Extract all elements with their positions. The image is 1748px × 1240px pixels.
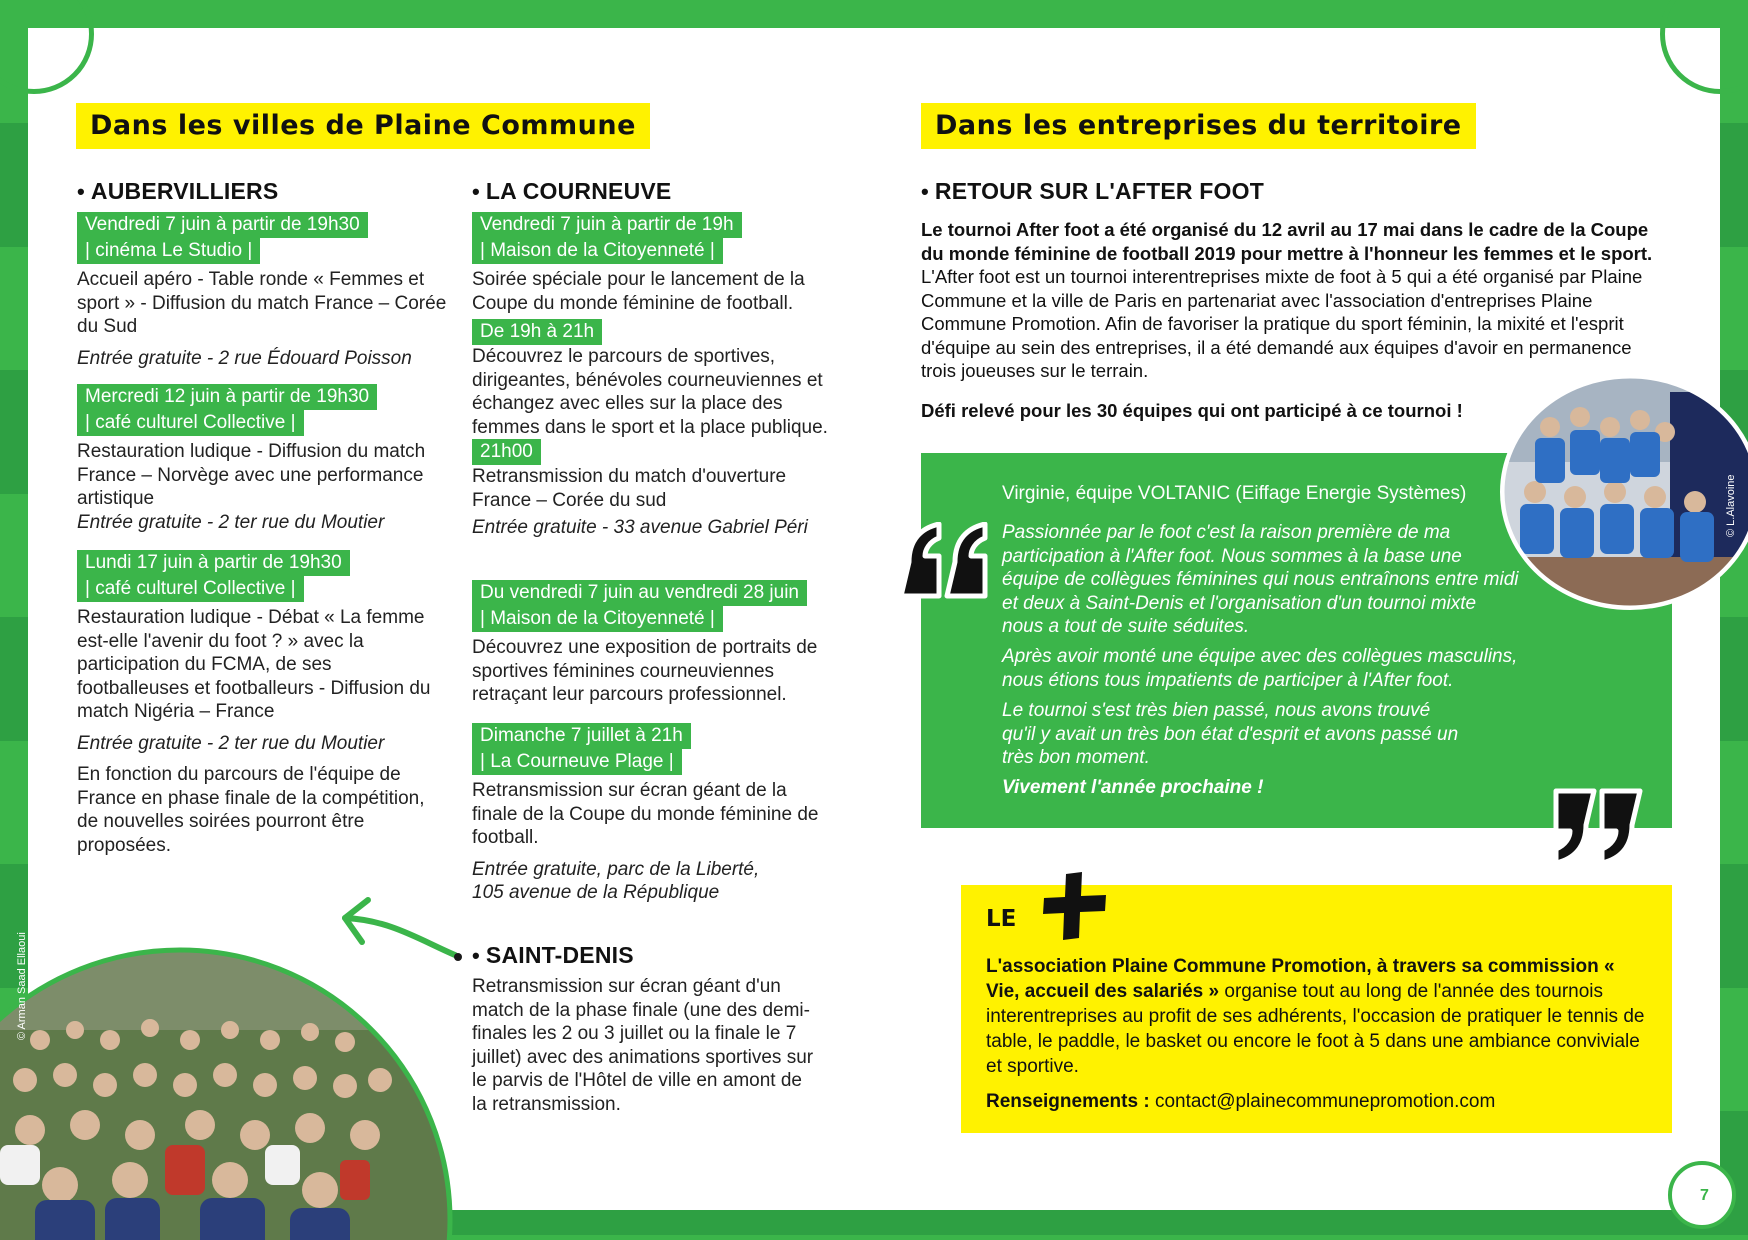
event-description: Accueil apéro - Table ronde « Femmes et sport » - Diffusion du match France – Corée du Sud <box>77 269 447 337</box>
le-plus-text-bold: L'association Plaine Commune Promotion, à travers sa commission « Vie, accueil des salariés » <box>986 956 1615 1002</box>
event-date: Vendredi 7 juin à partir de 19h <box>472 212 742 238</box>
event-lacourneuve-2 <box>472 580 842 707</box>
event-lacourneuve-1 <box>472 212 842 540</box>
quote-author: Virginie, équipe VOLTANIC (Eiffage Energie Systèmes) <box>1002 483 1467 504</box>
crowd-photo-credit: © Arman Saad Ellaoui <box>16 932 28 1040</box>
event-place: | Maison de la Citoyenneté | <box>472 238 723 264</box>
event-description: Retransmission sur écran géant de la finale de la Coupe du monde féminine de football. <box>472 780 819 848</box>
open-quote-icon <box>893 522 993 602</box>
event-aubervilliers-3 <box>77 550 447 857</box>
event-entry: Entrée gratuite - 2 ter rue du Moutier <box>77 511 385 533</box>
defi-text: Défi relevé pour les 30 équipes qui ont participé à ce tournoi ! <box>921 400 1463 421</box>
after-foot-intro <box>921 218 1661 383</box>
page-number-badge <box>1668 1161 1736 1229</box>
event-date: Lundi 17 juin à partir de 19h30 <box>77 550 350 576</box>
close-quote-icon <box>1548 785 1648 865</box>
event-time: 21h00 <box>472 439 541 465</box>
intro-bold: Le tournoi After foot a été organisé du 12 avril au 17 mai dans le cadre de la Coupe du monde féminine de football 2019 pour mettre à l'honneur les femmes et le sport. <box>921 219 1653 264</box>
team-photo <box>1495 372 1748 612</box>
quote-paragraph-4: Vivement l'année prochaine ! <box>1002 777 1264 798</box>
event-description-3: Retransmission du match d'ouverture France – Corée du sud <box>472 466 787 511</box>
event-place: | café culturel Collective | <box>77 576 304 602</box>
contact-email[interactable]: contact@plainecommunepromotion.com <box>1154 1091 1496 1112</box>
team-photo-illustration <box>1495 372 1748 612</box>
contact-label: Renseignements : <box>986 1091 1150 1112</box>
event-description: Restauration ludique - Diffusion du match France – Norvège avec une performance artistique <box>77 441 426 509</box>
city-saint-denis: • SAINT-DENIS <box>472 942 634 968</box>
section-after-foot: • RETOUR SUR L'AFTER FOOT <box>921 178 1264 204</box>
event-entry: Entrée gratuite - 2 ter rue du Moutier <box>77 732 385 754</box>
event-entry: Entrée gratuite, parc de la Liberté, 105 avenue de la République <box>472 858 760 903</box>
le-plus-text <box>986 954 1646 1079</box>
event-time: De 19h à 21h <box>472 319 602 345</box>
quote-paragraph-3: Le tournoi s'est très bien passé, nous avons trouvé qu'il y avait un très bon état d'esprit et avons passé un très bon moment. <box>1002 700 1459 768</box>
event-entry: Entrée gratuite - 33 avenue Gabriel Péri <box>472 517 808 538</box>
event-entry: Entrée gratuite - 2 rue Édouard Poisson <box>77 347 412 369</box>
event-description-2: Découvrez le parcours de sportives, dirigeantes, bénévoles courneuviennes et échangez avec elles sur la place des femmes dans le sport et la place publique. <box>472 346 828 438</box>
plus-icon <box>1040 870 1110 942</box>
event-place: | café culturel Collective | <box>77 410 304 436</box>
right-heading: Dans les entreprises du territoire <box>921 103 1476 149</box>
city-la-courneuve: • LA COURNEUVE <box>472 178 672 204</box>
team-photo-credit: © L.Alavoine <box>1725 474 1737 537</box>
city-aubervilliers: • AUBERVILLIERS <box>77 178 279 204</box>
le-plus-text-body: organise tout au long de l'année des tournois interentreprises au profit de ses adhérents, l'occasion de pratiquer le tennis de table, le paddle, le basket ou encore le foot à 5 dans une ambiance conviviale et sportive. <box>986 981 1645 1077</box>
aubervilliers-note: En fonction du parcours de l'équipe de France en phase finale de la compétition, de nouvelles soirées pourront être proposées. <box>77 764 425 856</box>
crowd-photo <box>0 890 470 1240</box>
event-aubervilliers-2 <box>77 384 447 534</box>
event-place: | La Courneuve Plage | <box>472 749 682 775</box>
event-place: | Maison de la Citoyenneté | <box>472 606 723 632</box>
crowd-photo-illustration <box>0 890 470 1240</box>
event-description: Restauration ludique - Débat « La femme est-elle l'avenir du foot ? » avec la participation du FCMA, de ses footballeuses et footballeurs - Diffusion du match Nigéria – France <box>77 607 431 722</box>
left-heading: Dans les villes de Plaine Commune <box>76 103 650 149</box>
event-description: Découvrez une exposition de portraits de sportives féminines courneuviennes retraçant leur parcours professionnel. <box>472 637 818 705</box>
event-date: Dimanche 7 juillet à 21h <box>472 723 691 749</box>
event-date: Mercredi 12 juin à partir de 19h30 <box>77 384 377 410</box>
intro-text: L'After foot est un tournoi interentreprises mixte de foot à 5 qui a été organisé par Plaine Commune et la ville de Paris en partenariat avec l'association d'entreprises Plaine Commune Promotion. Afin de favoriser la pratique du sport féminin, la mixité et l'esprit d'équipe au sein des entreprises, il a été demandé aux équipes d'avoir en permanence trois joueuses sur le terrain. <box>921 266 1643 381</box>
page-number: 7 <box>1700 1187 1709 1204</box>
event-description: Soirée spéciale pour le lancement de la Coupe du monde féminine de football. <box>472 269 805 314</box>
le-plus-label: LE <box>986 906 1017 932</box>
contact-line <box>986 1091 1495 1113</box>
event-lacourneuve-3 <box>472 723 832 905</box>
event-aubervilliers-1 <box>77 212 447 370</box>
event-date: Du vendredi 7 juin au vendredi 28 juin <box>472 580 807 606</box>
quote-paragraph-1: Passionnée par le foot c'est la raison première de ma participation à l'After foot. Nous sommes à la base une équipe de collègues féminines qui nous entraînons entre midi et deux à Saint-Denis et l'organisation d'un tournoi mixte nous a tout de suite séduites. <box>1002 522 1519 637</box>
event-date: Vendredi 7 juin à partir de 19h30 <box>77 212 368 238</box>
event-place: | cinéma Le Studio | <box>77 238 260 264</box>
saint-denis-description: Retransmission sur écran géant d'un match de la phase finale (une des demi-finales les 2 ou 3 juillet ou la finale le 7 juillet) avec des animations sportives sur le parvis de l'Hôtel de ville en amont de la retransmission. <box>472 976 814 1115</box>
quote-paragraph-2: Après avoir monté une équipe avec des collègues masculins, nous étions tous impatients de participer à l'After foot. <box>1002 646 1518 691</box>
